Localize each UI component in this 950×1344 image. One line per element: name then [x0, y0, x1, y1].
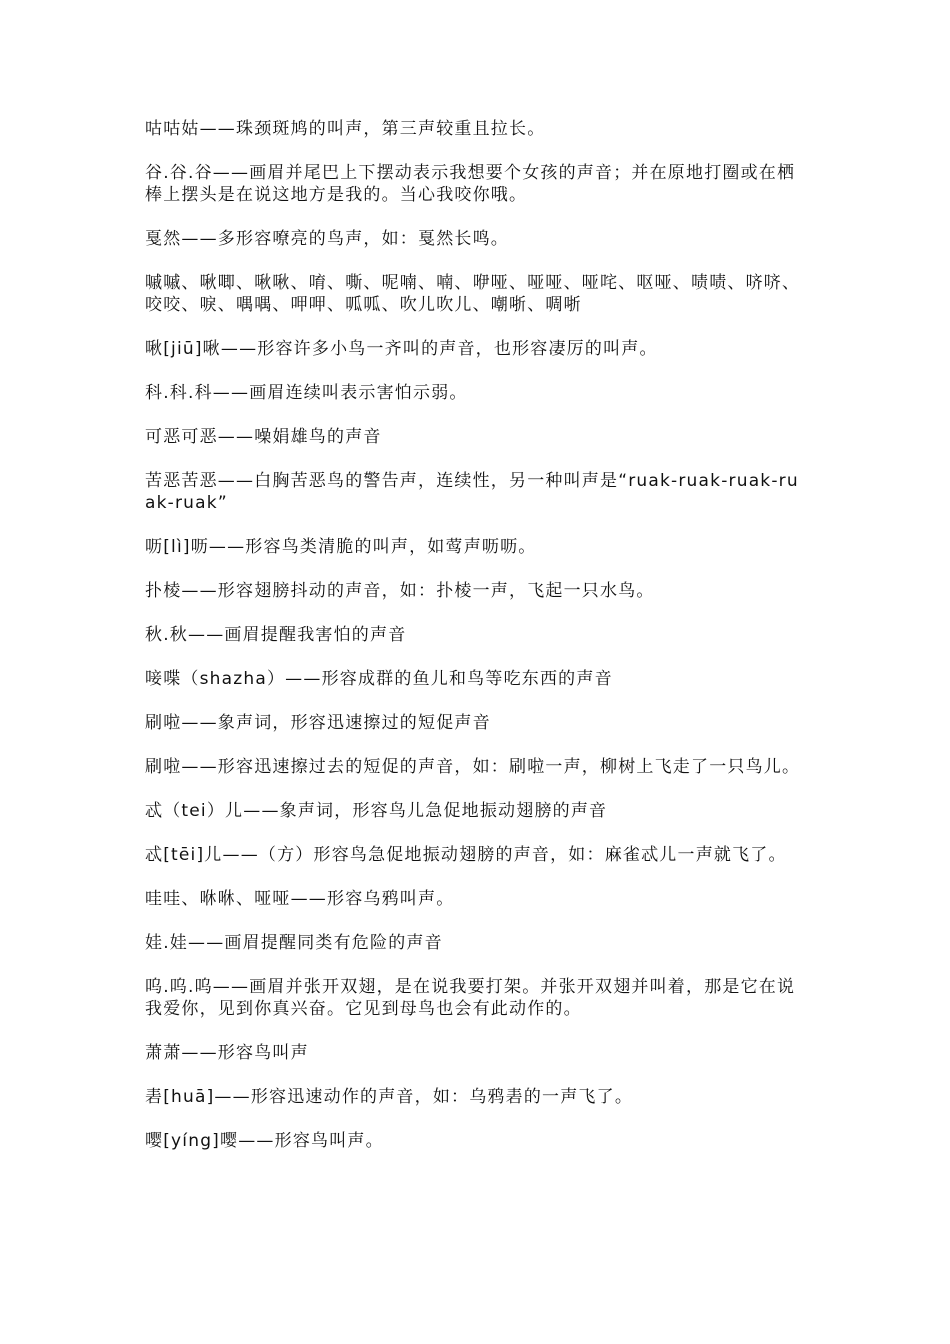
paragraph: 啾[jiū]啾——形容许多小鸟一齐叫的声音，也形容凄厉的叫声。	[145, 339, 658, 359]
paragraph: 谷.谷.谷——画眉并尾巴上下摆动表示我想要个女孩的声音；并在原地打圈或在栖棒上摆头是在说这地方是我的。当心我咬你哦。	[145, 163, 796, 205]
paragraph: 哇哇、咻咻、哑哑——形容乌鸦叫声。	[145, 889, 455, 909]
document-body	[145, 118, 805, 1174]
paragraph: 忒（tei）儿——象声词，形容鸟儿急促地振动翅膀的声音	[145, 801, 608, 821]
paragraph: 秋.秋——画眉提醒我害怕的声音	[145, 625, 407, 645]
paragraph: 嘤[yíng]嘤——形容鸟叫声。	[145, 1131, 384, 1151]
paragraph: 唼喋（shazha）——形容成群的鱼儿和鸟等吃东西的声音	[145, 669, 613, 689]
paragraph: 戛然——多形容嘹亮的鸟声，如：戛然长鸣。	[145, 229, 509, 249]
paragraph: 苦恶苦恶——白胸苦恶鸟的警告声，连续性，另一种叫声是“ruak-ruak-ruak-ruak-ruak”	[145, 471, 799, 513]
paragraph: 娃.娃——画眉提醒同类有危险的声音	[145, 933, 443, 953]
paragraph: 嘁嘁、啾唧、啾啾、唷、嘶、呢喃、喃、咿哑、哑哑、哑咤、呕哑、啧啧、哜哜、咬咬、唳、喁喁、呷呷、呱呱、吹儿吹儿、嘲哳、啁哳	[145, 273, 801, 315]
paragraph: 刷啦——象声词，形容迅速擦过的短促声音	[145, 713, 491, 733]
paragraph: 扑棱——形容翅膀抖动的声音，如：扑棱一声，飞起一只水鸟。	[145, 581, 655, 601]
paragraph: 刷啦——形容迅速擦过去的短促的声音，如：刷啦一声，柳树上飞走了一只鸟儿。	[145, 757, 801, 777]
paragraph: 忒[tēi]儿——（方）形容鸟急促地振动翅膀的声音，如：麻雀忒儿一声就飞了。	[145, 845, 787, 865]
paragraph: 砉[huā]——形容迅速动作的声音，如：乌鸦砉的一声飞了。	[145, 1087, 634, 1107]
paragraph: 科.科.科——画眉连续叫表示害怕示弱。	[145, 383, 468, 403]
paragraph: 萧萧——形容鸟叫声	[145, 1043, 309, 1063]
paragraph: 呖[lì]呖——形容鸟类清脆的叫声，如莺声呖呖。	[145, 537, 537, 557]
paragraph: 咕咕姑——珠颈斑鸠的叫声，第三声较重且拉长。	[145, 119, 546, 139]
paragraph: 呜.呜.呜——画眉并张开双翅，是在说我要打架。并张开双翅并叫着，那是它在说我爱你，见到你真兴奋。它见到母鸟也会有此动作的。	[145, 977, 796, 1019]
paragraph: 可恶可恶——噪娟雄鸟的声音	[145, 427, 382, 447]
